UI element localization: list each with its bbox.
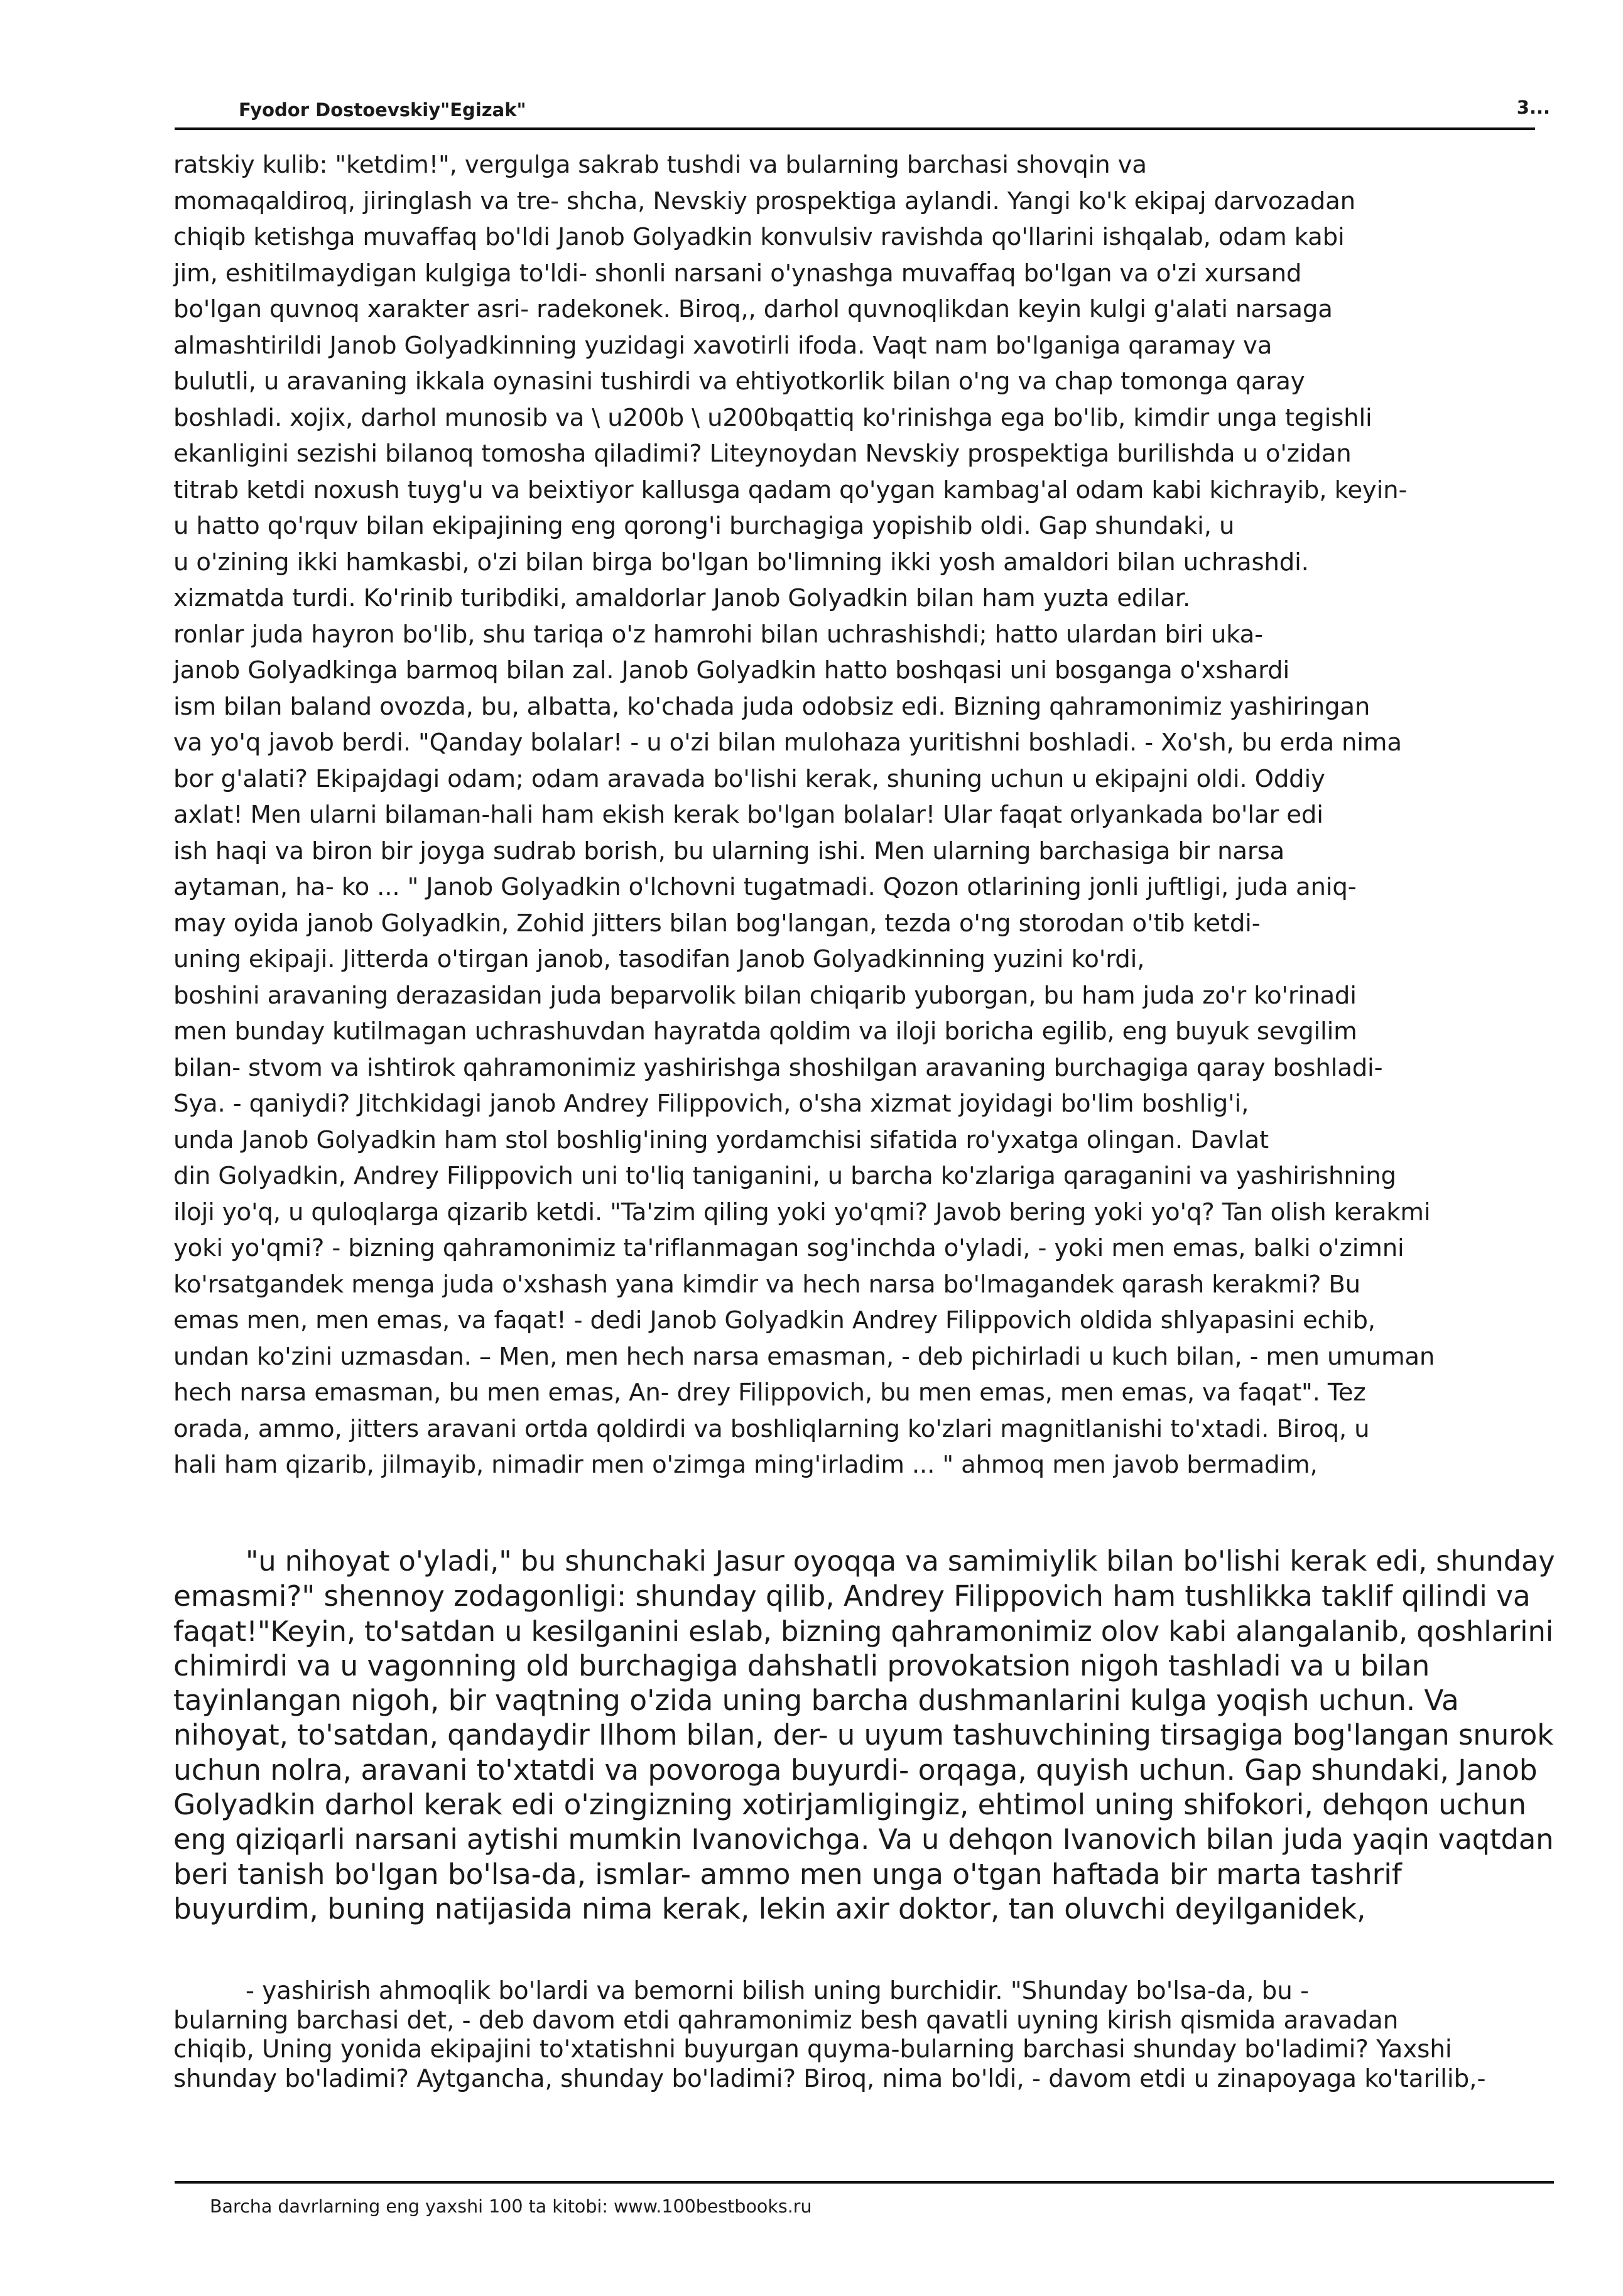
text-line: boshini aravaning derazasidan juda beparvolik bilan chiqarib yuborgan, bu ham juda zo'r ko'rinadi [173, 981, 1357, 1010]
text-line: chiqib ketishga muvaffaq bo'ldi Janob Golyadkin konvulsiv ravishda qo'llarini ishqalab, odam kabi [173, 223, 1345, 251]
text-line: nihoyat, to'satdan, qandaydir Ilhom bilan, der- u uyum tashuvchining tirsagiga bog'langan snurok [173, 1718, 1554, 1752]
text-line: ronlar juda hayron bo'lib, shu tariqa o'z hamrohi bilan uchrashishdi; hatto ulardan biri uka- [173, 620, 1263, 649]
text-line: bularning barchasi det, - deb davom etdi qahramonimiz besh qavatli uyning kirish qismida aravadan [173, 2006, 1399, 2035]
text-line: din Golyadkin, Andrey Filippovich uni to'liq taniganini, u barcha ko'zlariga qaraganini va yashirishning [173, 1162, 1396, 1190]
text-line: may oyida janob Golyadkin, Zohid jitters bilan bog'langan, tezda o'ng storodan o'tib ketdi- [173, 909, 1261, 938]
text-line: orada, ammo, jitters aravani ortda qoldirdi va boshliqlarning ko'zlari magnitlanishi to'xtadi. Biroq, u [173, 1414, 1370, 1443]
text-line: eng qiziqarli narsani aytishi mumkin Ivanovichga. Va u dehqon Ivanovich bilan juda yaqin vaqtdan [173, 1822, 1554, 1856]
header-divider [175, 127, 1535, 130]
text-line: chiqib, Uning yonida ekipajini to'xtatishni buyurgan quyma-bularning barchasi shunday bo'ladimi? Yaxshi [173, 2035, 1452, 2064]
text-line: bilan- stvom va ishtirok qahramonimiz yashirishga shoshilgan aravaning burchagiga qaray boshladi- [173, 1053, 1383, 1082]
paragraph-block-1 [173, 147, 1435, 1483]
paragraph-block-2 [173, 1544, 1555, 1926]
text-line: bo'lgan quvnoq xarakter asri- radekonek. Biroq,, darhol quvnoqlikdan keyin kulgi g'alati narsaga [173, 295, 1333, 323]
text-line: hech narsa emasman, bu men emas, An- drey Filippovich, bu men emas, men emas, va faqat". Tez [173, 1378, 1366, 1407]
text-line: va yo'q javob berdi. "Qanday bolalar! - u o'zi bilan mulohaza yuritishni boshladi. - Xo'sh, bu erda nima [173, 728, 1402, 757]
text-line: bor g'alati? Ekipajdagi odam; odam aravada bo'lishi kerak, shuning uchun u ekipajni oldi. Oddiy [173, 764, 1325, 793]
text-line: u o'zining ikki hamkasbi, o'zi bilan birga bo'lgan bo'limning ikki yosh amaldori bilan uchrashdi. [173, 548, 1309, 577]
text-line: undan ko'zini uzmasdan. – Men, men hech narsa emasman, - deb pichirladi u kuch bilan, - men umuman [173, 1342, 1435, 1371]
text-line: janob Golyadkinga barmoq bilan zal. Janob Golyadkin hatto boshqasi uni bosganga o'xshardi [173, 656, 1290, 685]
paragraph-block-3 [173, 1977, 1485, 2094]
running-header-title: Fyodor Dostoevskiy"Egizak" [239, 99, 526, 121]
text-line: faqat!"Keyin, to'satdan u kesilganini eslab, bizning qahramonimiz olov kabi alangalanib, qoshlarini [173, 1614, 1554, 1648]
text-line: ko'rsatgandek menga juda o'xshash yana kimdir va hech narsa bo'lmagandek qarash kerakmi? Bu [173, 1270, 1360, 1299]
text-line: bulutli, u aravaning ikkala oynasini tushirdi va ehtiyotkorlik bilan o'ng va chap tomonga qaray [173, 367, 1305, 396]
text-line: xizmatda turdi. Ko'rinib turibdiki, amaldorlar Janob Golyadkin bilan ham yuzta edilar. [173, 584, 1191, 612]
text-line: ish haqi va biron bir joyga sudrab borish, bu ularning ishi. Men ularning barchasiga bir narsa [173, 837, 1285, 865]
text-line: almashtirildi Janob Golyadkinning yuzidagi xavotirli ifoda. Vaqt nam bo'lganiga qaramay va [173, 331, 1273, 360]
page-number: 3... [1516, 97, 1550, 118]
text-line: chimirdi va u vagonning old burchagiga dahshatli provokatsion nigoh tashladi va u bilan [173, 1649, 1430, 1682]
text-line: iloji yo'q, u quloqlarga qizarib ketdi. "Ta'zim qiling yoki yo'qmi? Javob bering yoki yo'q? Tan olish kerakmi [173, 1198, 1431, 1227]
text-line: unda Janob Golyadkin ham stol boshlig'ining yordamchisi sifatida ro'yxatga olingan. Davlat [173, 1125, 1269, 1154]
text-line: "u nihoyat o'yladi," bu shunchaki Jasur oyoqqa va samimiylik bilan bo'lishi kerak edi, shunday [246, 1545, 1555, 1578]
text-line: beri tanish bo'lgan bo'lsa-da, ismlar- ammo men unga o'tgan haftada bir marta tashrif [173, 1857, 1402, 1891]
text-line: Golyadkin darhol kerak edi o'zingizning xotirjamligingiz, ehtimol uning shifokori, dehqon uchun [173, 1788, 1526, 1822]
text-line: boshladi. xojix, darhol munosib va \ u200b \ u200bqattiq ko'rinishga ega bo'lib, kimdir unga tegishli [173, 403, 1372, 432]
text-line: aytaman, ha- ko ... " Janob Golyadkin o'lchovni tugatmadi. Qozon otlarining jonli juftligi, juda aniq- [173, 873, 1357, 901]
text-line: emas men, men emas, va faqat! - dedi Janob Golyadkin Andrey Filippovich oldida shlyapasini echib, [173, 1306, 1376, 1335]
text-line: uchun nolra, aravani to'xtatdi va povoroga buyurdi- orqaga, quyish uchun. Gap shundaki, Janob [173, 1753, 1538, 1787]
text-line: titrab ketdi noxush tuyg'u va beixtiyor kallusga qadam qo'ygan kambag'al odam kabi kichrayib, keyin- [173, 475, 1408, 504]
text-line: buyurdim, buning natijasida nima kerak, lekin axir doktor, tan oluvchi deyilganidek, [173, 1892, 1366, 1925]
text-line: ism bilan baland ovozda, bu, albatta, ko'chada juda odobsiz edi. Bizning qahramonimiz yashiringan [173, 692, 1371, 721]
text-line: u hatto qo'rquv bilan ekipajining eng qorong'i burchagiga yopishib oldi. Gap shundaki, u [173, 512, 1235, 540]
text-line: emasmi?" shennoy zodagonligi: shunday qilib, Andrey Filippovich ham tushlikka taklif qilindi va [173, 1579, 1531, 1613]
text-line: men bunday kutilmagan uchrashuvdan hayratda qoldim va iloji boricha egilib, eng buyuk sevgilim [173, 1017, 1357, 1046]
text-line: uning ekipaji. Jitterda o'tirgan janob, tasodifan Janob Golyadkinning yuzini ko'rdi, [173, 945, 1145, 973]
text-line: momaqaldiroq, jiringlash va tre- shcha, Nevskiy prospektiga aylandi. Yangi ko'k ekipaj darvozadan [173, 187, 1355, 215]
text-line: jim, eshitilmaydigan kulgiga to'ldi- shonli narsani o'ynashga muvaffaq bo'lgan va o'zi xursand [173, 259, 1302, 288]
text-line: ratskiy kulib: "ketdim!", vergulga sakrab tushdi va bularning barchasi shovqin va [173, 151, 1147, 179]
text-line: Sya. - qaniydi? Jitchkidagi janob Andrey Filippovich, o'sha xizmat joyidagi bo'lim boshlig'i, [173, 1090, 1249, 1118]
text-line: hali ham qizarib, jilmayib, nimadir men o'zimga ming'irladim ... " ahmoq men javob bermadim, [173, 1451, 1318, 1479]
text-line: yoki yo'qmi? - bizning qahramonimiz ta'riflanmagan sog'inchda o'yladi, - yoki men emas, balki o'zimni [173, 1234, 1404, 1262]
text-line: axlat! Men ularni bilaman-hali ham ekish kerak bo'lgan bolalar! Ular faqat orlyankada bo'lar edi [173, 801, 1323, 829]
footer-text: Barcha davrlarning eng yaxshi 100 ta kitobi: www.100bestbooks.ru [210, 2196, 812, 2217]
footer-divider [175, 2181, 1554, 2184]
text-line: - yashirish ahmoqlik bo'lardi va bemorni bilish uning burchidir. "Shunday bo'lsa-da, bu - [246, 1977, 1310, 2005]
text-line: shunday bo'ladimi? Aytgancha, shunday bo'ladimi? Biroq, nima bo'ldi, - davom etdi u zinapoyaga ko'tarilib,- [173, 2064, 1486, 2093]
text-line: tayinlangan nigoh, bir vaqtning o'zida uning barcha dushmanlarini kulga yoqish uchun. Va [173, 1684, 1459, 1718]
text-line: ekanligini sezishi bilanoq tomosha qiladimi? Liteynoydan Nevskiy prospektiga burilishda u o'zidan [173, 440, 1352, 468]
